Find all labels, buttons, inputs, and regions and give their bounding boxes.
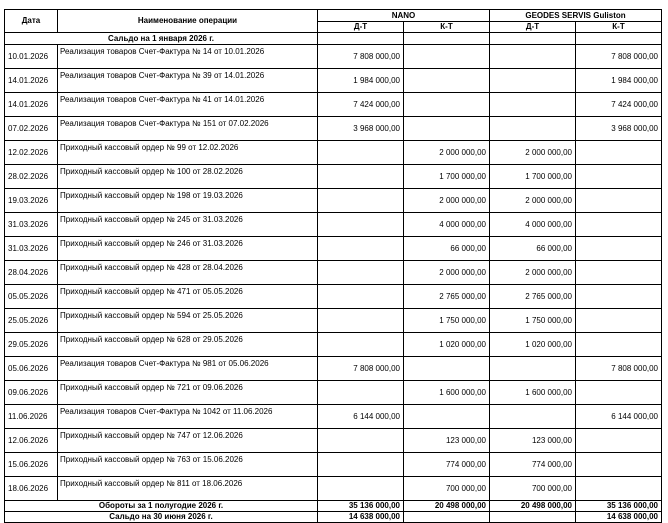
table-row	[5, 261, 662, 285]
row-credit-1: 123 000,00	[404, 429, 490, 453]
table-row	[5, 357, 662, 381]
row-date: 29.05.2026	[5, 333, 58, 357]
row-operation: Приходный кассовый ордер № 721 от 09.06.2026	[58, 381, 318, 405]
row-operation: Приходный кассовый ордер № 245 от 31.03.2026	[58, 213, 318, 237]
row-operation: Приходный кассовый ордер № 246 от 31.03.2026	[58, 237, 318, 261]
row-date: 15.06.2026	[5, 453, 58, 477]
row-credit-1	[404, 69, 490, 93]
opening-c1	[404, 33, 490, 45]
row-debit-2: 66 000,00	[490, 237, 576, 261]
row-credit-2	[576, 213, 662, 237]
row-operation: Приходный кассовый ордер № 594 от 25.05.2026	[58, 309, 318, 333]
row-debit-2: 1 700 000,00	[490, 165, 576, 189]
closing-balance-label: Сальдо на 30 июня 2026 г.	[5, 512, 318, 523]
row-debit-2: 1 600 000,00	[490, 381, 576, 405]
row-credit-2	[576, 189, 662, 213]
row-credit-1: 4 000 000,00	[404, 213, 490, 237]
row-credit-1	[404, 405, 490, 429]
row-date: 05.05.2026	[5, 285, 58, 309]
header-debit-1: Д-Т	[318, 22, 404, 33]
table-row	[5, 45, 662, 69]
row-debit-1	[318, 309, 404, 333]
header-row-1	[5, 10, 662, 22]
row-debit-1	[318, 237, 404, 261]
row-debit-1	[318, 429, 404, 453]
row-credit-1: 1 750 000,00	[404, 309, 490, 333]
row-operation: Приходный кассовый ордер № 747 от 12.06.2026	[58, 429, 318, 453]
row-credit-1: 1 600 000,00	[404, 381, 490, 405]
row-date: 14.01.2026	[5, 93, 58, 117]
row-credit-1: 66 000,00	[404, 237, 490, 261]
row-date: 18.06.2026	[5, 477, 58, 501]
row-date: 31.03.2026	[5, 237, 58, 261]
row-date: 12.06.2026	[5, 429, 58, 453]
closing-c1	[404, 512, 490, 523]
turnover-c2: 35 136 000,00	[576, 501, 662, 512]
header-date: Дата	[5, 10, 58, 33]
table-row	[5, 93, 662, 117]
turnover-label: Обороты за 1 полугодие 2026 г.	[5, 501, 318, 512]
row-credit-2	[576, 381, 662, 405]
header-debit-2: Д-Т	[490, 22, 576, 33]
row-credit-1: 2 000 000,00	[404, 261, 490, 285]
row-date: 31.03.2026	[5, 213, 58, 237]
table-row	[5, 141, 662, 165]
header-operation: Наименование операции	[58, 10, 318, 33]
row-operation: Приходный кассовый ордер № 811 от 18.06.2026	[58, 477, 318, 501]
reconciliation-table	[4, 9, 662, 523]
row-credit-2	[576, 261, 662, 285]
row-date: 05.06.2026	[5, 357, 58, 381]
row-debit-1	[318, 165, 404, 189]
row-operation: Приходный кассовый ордер № 99 от 12.02.2026	[58, 141, 318, 165]
row-credit-1: 1 700 000,00	[404, 165, 490, 189]
opening-c2	[576, 33, 662, 45]
row-operation: Реализация товаров Счет-Фактура № 151 от 07.02.2026	[58, 117, 318, 141]
row-credit-1	[404, 93, 490, 117]
row-debit-2	[490, 357, 576, 381]
table-row	[5, 189, 662, 213]
table-row	[5, 429, 662, 453]
row-debit-1	[318, 141, 404, 165]
row-credit-2	[576, 333, 662, 357]
row-date: 19.03.2026	[5, 189, 58, 213]
row-credit-1	[404, 357, 490, 381]
row-date: 09.06.2026	[5, 381, 58, 405]
header-party1: NANO	[318, 10, 490, 22]
row-debit-2	[490, 93, 576, 117]
row-credit-2	[576, 477, 662, 501]
row-operation: Приходный кассовый ордер № 471 от 05.05.2026	[58, 285, 318, 309]
opening-d2	[490, 33, 576, 45]
row-operation: Реализация товаров Счет-Фактура № 41 от 14.01.2026	[58, 93, 318, 117]
table-row	[5, 69, 662, 93]
table-row	[5, 453, 662, 477]
table-row	[5, 165, 662, 189]
row-debit-2: 1 750 000,00	[490, 309, 576, 333]
row-debit-2	[490, 117, 576, 141]
row-debit-1	[318, 477, 404, 501]
row-debit-2: 123 000,00	[490, 429, 576, 453]
row-credit-2	[576, 453, 662, 477]
header-credit-2: К-Т	[576, 22, 662, 33]
row-debit-2: 2 000 000,00	[490, 189, 576, 213]
row-credit-2: 6 144 000,00	[576, 405, 662, 429]
table-row	[5, 237, 662, 261]
opening-balance-row	[5, 33, 662, 45]
closing-d1: 14 638 000,00	[318, 512, 404, 523]
row-debit-1	[318, 189, 404, 213]
row-date: 10.01.2026	[5, 45, 58, 69]
row-debit-2: 774 000,00	[490, 453, 576, 477]
row-debit-2: 4 000 000,00	[490, 213, 576, 237]
row-debit-1	[318, 213, 404, 237]
closing-balance-row	[5, 512, 662, 523]
row-credit-1: 1 020 000,00	[404, 333, 490, 357]
row-credit-1: 700 000,00	[404, 477, 490, 501]
row-credit-2	[576, 165, 662, 189]
row-credit-2: 7 424 000,00	[576, 93, 662, 117]
opening-d1	[318, 33, 404, 45]
closing-c2: 14 638 000,00	[576, 512, 662, 523]
row-operation: Приходный кассовый ордер № 428 от 28.04.2026	[58, 261, 318, 285]
row-credit-2	[576, 285, 662, 309]
row-date: 28.04.2026	[5, 261, 58, 285]
table-row	[5, 285, 662, 309]
row-date: 07.02.2026	[5, 117, 58, 141]
row-debit-1	[318, 381, 404, 405]
row-credit-1: 2 000 000,00	[404, 189, 490, 213]
row-debit-1: 7 424 000,00	[318, 93, 404, 117]
row-credit-1	[404, 45, 490, 69]
row-operation: Реализация товаров Счет-Фактура № 981 от 05.06.2026	[58, 357, 318, 381]
row-debit-2	[490, 69, 576, 93]
row-date: 28.02.2026	[5, 165, 58, 189]
row-debit-1: 7 808 000,00	[318, 45, 404, 69]
table-row	[5, 213, 662, 237]
table-row	[5, 333, 662, 357]
row-operation: Приходный кассовый ордер № 628 от 29.05.2026	[58, 333, 318, 357]
row-debit-1	[318, 453, 404, 477]
row-date: 25.05.2026	[5, 309, 58, 333]
turnover-row	[5, 501, 662, 512]
row-operation: Приходный кассовый ордер № 100 от 28.02.2026	[58, 165, 318, 189]
row-credit-1: 2 000 000,00	[404, 141, 490, 165]
row-credit-2	[576, 237, 662, 261]
row-credit-1: 774 000,00	[404, 453, 490, 477]
row-credit-2	[576, 141, 662, 165]
row-debit-2	[490, 405, 576, 429]
row-debit-2: 1 020 000,00	[490, 333, 576, 357]
row-operation: Реализация товаров Счет-Фактура № 39 от 14.01.2026	[58, 69, 318, 93]
row-date: 14.01.2026	[5, 69, 58, 93]
row-debit-2: 700 000,00	[490, 477, 576, 501]
row-debit-2: 2 000 000,00	[490, 261, 576, 285]
turnover-d1: 35 136 000,00	[318, 501, 404, 512]
row-date: 12.02.2026	[5, 141, 58, 165]
row-credit-2: 3 968 000,00	[576, 117, 662, 141]
row-debit-2: 2 765 000,00	[490, 285, 576, 309]
row-credit-2	[576, 429, 662, 453]
row-debit-2: 2 000 000,00	[490, 141, 576, 165]
table-row	[5, 405, 662, 429]
row-credit-2: 7 808 000,00	[576, 357, 662, 381]
closing-d2	[490, 512, 576, 523]
row-credit-1: 2 765 000,00	[404, 285, 490, 309]
row-debit-2	[490, 45, 576, 69]
row-credit-1	[404, 117, 490, 141]
row-operation: Приходный кассовый ордер № 198 от 19.03.2026	[58, 189, 318, 213]
row-debit-1: 6 144 000,00	[318, 405, 404, 429]
row-credit-2: 1 984 000,00	[576, 69, 662, 93]
row-debit-1	[318, 333, 404, 357]
table-row	[5, 381, 662, 405]
row-credit-2: 7 808 000,00	[576, 45, 662, 69]
row-debit-1: 1 984 000,00	[318, 69, 404, 93]
header-credit-1: К-Т	[404, 22, 490, 33]
table-row	[5, 477, 662, 501]
opening-balance-label: Сальдо на 1 января 2026 г.	[5, 33, 318, 45]
row-debit-1: 3 968 000,00	[318, 117, 404, 141]
row-debit-1	[318, 285, 404, 309]
table-row	[5, 117, 662, 141]
turnover-d2: 20 498 000,00	[490, 501, 576, 512]
row-operation: Реализация товаров Счет-Фактура № 1042 от 11.06.2026	[58, 405, 318, 429]
row-debit-1	[318, 261, 404, 285]
table-row	[5, 309, 662, 333]
header-party2: GEODES SERVIS Guliston	[490, 10, 662, 22]
row-operation: Приходный кассовый ордер № 763 от 15.06.2026	[58, 453, 318, 477]
row-date: 11.06.2026	[5, 405, 58, 429]
row-operation: Реализация товаров Счет-Фактура № 14 от 10.01.2026	[58, 45, 318, 69]
turnover-c1: 20 498 000,00	[404, 501, 490, 512]
row-debit-1: 7 808 000,00	[318, 357, 404, 381]
row-credit-2	[576, 309, 662, 333]
